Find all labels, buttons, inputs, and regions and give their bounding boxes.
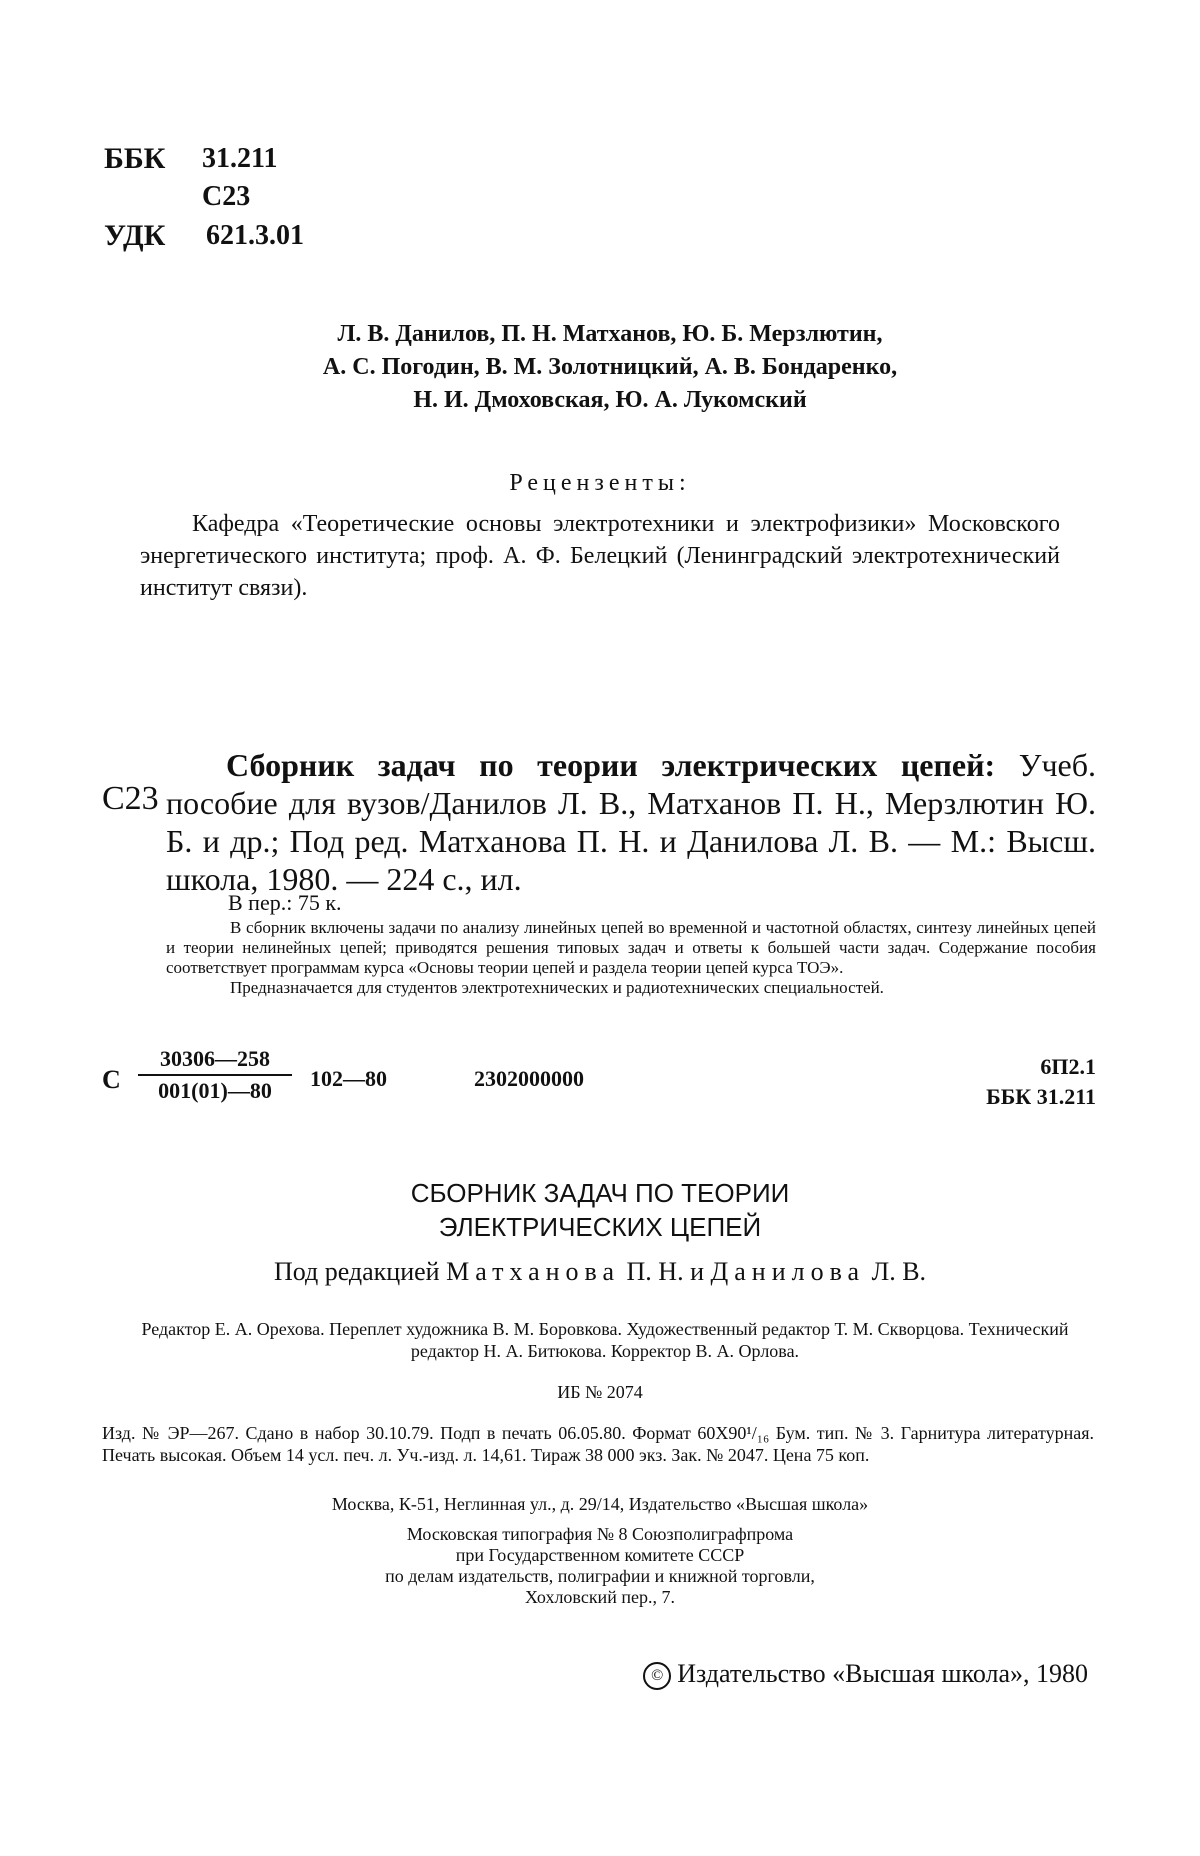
udk-label: УДК (104, 219, 166, 252)
fraction-denominator: 001(01)—80 (158, 1078, 272, 1103)
bbk-code: С23 (202, 181, 251, 212)
editors-conjunction: и (690, 1257, 704, 1286)
authors-list (200, 318, 1020, 417)
reviewers-title: Рецензенты: (509, 470, 691, 496)
printer-line: Хохловский пер., 7. (525, 1587, 675, 1607)
bbk-value: 31.211 (202, 143, 278, 174)
editorial-staff: Редактор Е. А. Орехова. Переплет художника В. М. Боровкова. Художественный редактор Т. М. Скворцова. Технический редактор Н. А. Битюкова. Корректор В. А. Орлова. (141, 1319, 1069, 1361)
imprint-letter: С (102, 1065, 121, 1094)
card-code: С23 (102, 780, 159, 817)
editor-initials: П. Н. (626, 1257, 684, 1286)
udk-value: 621.3.01 (206, 220, 304, 251)
imprint-class (986, 1052, 1096, 1112)
printer-line: при Государственном комитете СССР (455, 1545, 745, 1565)
annotation-paragraph: В сборник включены задачи по анализу линейных цепей во временной и частотной областях, синтезу линейных цепей и теории нелинейных цепей; приводятся решения типовых задач и ответы к большей части задач. Содержание пособия соответствует программам курса «Основы теории цепей и раздела теории цепей курса ТОЭ». (166, 918, 1096, 977)
imprint-number: 102—80 (310, 1066, 387, 1091)
book-title (0, 1176, 1200, 1244)
authors-line: А. С. Погодин, В. М. Золотницкий, А. В. Бондаренко, (322, 354, 898, 380)
printer-line: по делам издательств, полиграфии и книжной торговли, (385, 1566, 815, 1586)
card-title-rest: Учеб. пособие для вузов/Данилов Л. В., Матханов П. Н., Мерзлютин Ю. Б. и др.; Под ред. Матханова П. Н. и Данилова Л. В. — М.: Высш. школа, 1980. — 224 с., ил. (166, 747, 1097, 897)
annotation-paragraph: Предназначается для студентов электротехнических и радиотехнических специальностей. (230, 978, 884, 997)
imprint-bbk: ББК 31.211 (986, 1084, 1096, 1109)
imprint-fraction (138, 1046, 292, 1104)
book-title-line: ЭЛЕКТРИЧЕСКИХ ЦЕПЕЙ (438, 1212, 762, 1242)
bbk-label: ББК (104, 142, 166, 175)
printer-info (0, 1524, 1200, 1608)
fraction-numerator: 30306—258 (138, 1046, 292, 1076)
editors-line (0, 1257, 1200, 1287)
imprint-class-code: 6П2.1 (1040, 1054, 1096, 1079)
copyright-text: Издательство «Высшая школа», 1980 (677, 1659, 1088, 1688)
ib-number: ИБ № 2074 (557, 1382, 643, 1402)
printer-line: Московская типография № 8 Союзполиграфпрома (406, 1524, 794, 1544)
binding-price: В пер.: 75 к. (228, 890, 342, 915)
copyright-notice (643, 1659, 1088, 1690)
card-title-bold: Сборник задач по теории электрических цепей: (226, 747, 996, 783)
editor-initials: Л. В. (871, 1257, 927, 1286)
reviewers-body: Кафедра «Теоретические основы электротехники и электрофизики» Московского энергетического института; проф. А. Ф. Белецкий (Ленинградский электротехнический институт связи). (140, 511, 1060, 601)
editors-prefix: Под редакцией (273, 1257, 440, 1286)
book-title-line: СБОРНИК ЗАДАЧ ПО ТЕОРИИ (410, 1178, 790, 1208)
card-title (166, 746, 1096, 898)
imprint-isbn: 2302000000 (474, 1066, 584, 1091)
reviewers-text (140, 508, 1060, 604)
publisher-address: Москва, К-51, Неглинная ул., д. 29/14, Издательство «Высшая школа» (331, 1494, 869, 1514)
authors-line: Л. В. Данилов, П. Н. Матханов, Ю. Б. Мерзлютин, (337, 321, 883, 347)
authors-line: Н. И. Дмоховская, Ю. А. Лукомский (413, 387, 807, 413)
copyright-icon: © (643, 1662, 671, 1690)
annotation (166, 918, 1096, 998)
editor-name: Данилова (710, 1257, 866, 1286)
editor-name: Матханова (446, 1257, 621, 1286)
print-info: Изд. № ЭР—267. Сдано в набор 30.10.79. Подп в печать 06.05.80. Формат 60Х90¹/₁₆ Бум. тип. № 3. Гарнитура литературная. Печать высокая. Объем 14 усл. печ. л. Уч.-изд. л. 14,61. Тираж 38 000 экз. Зак. № 2047. Цена 75 коп. (102, 1423, 1094, 1465)
